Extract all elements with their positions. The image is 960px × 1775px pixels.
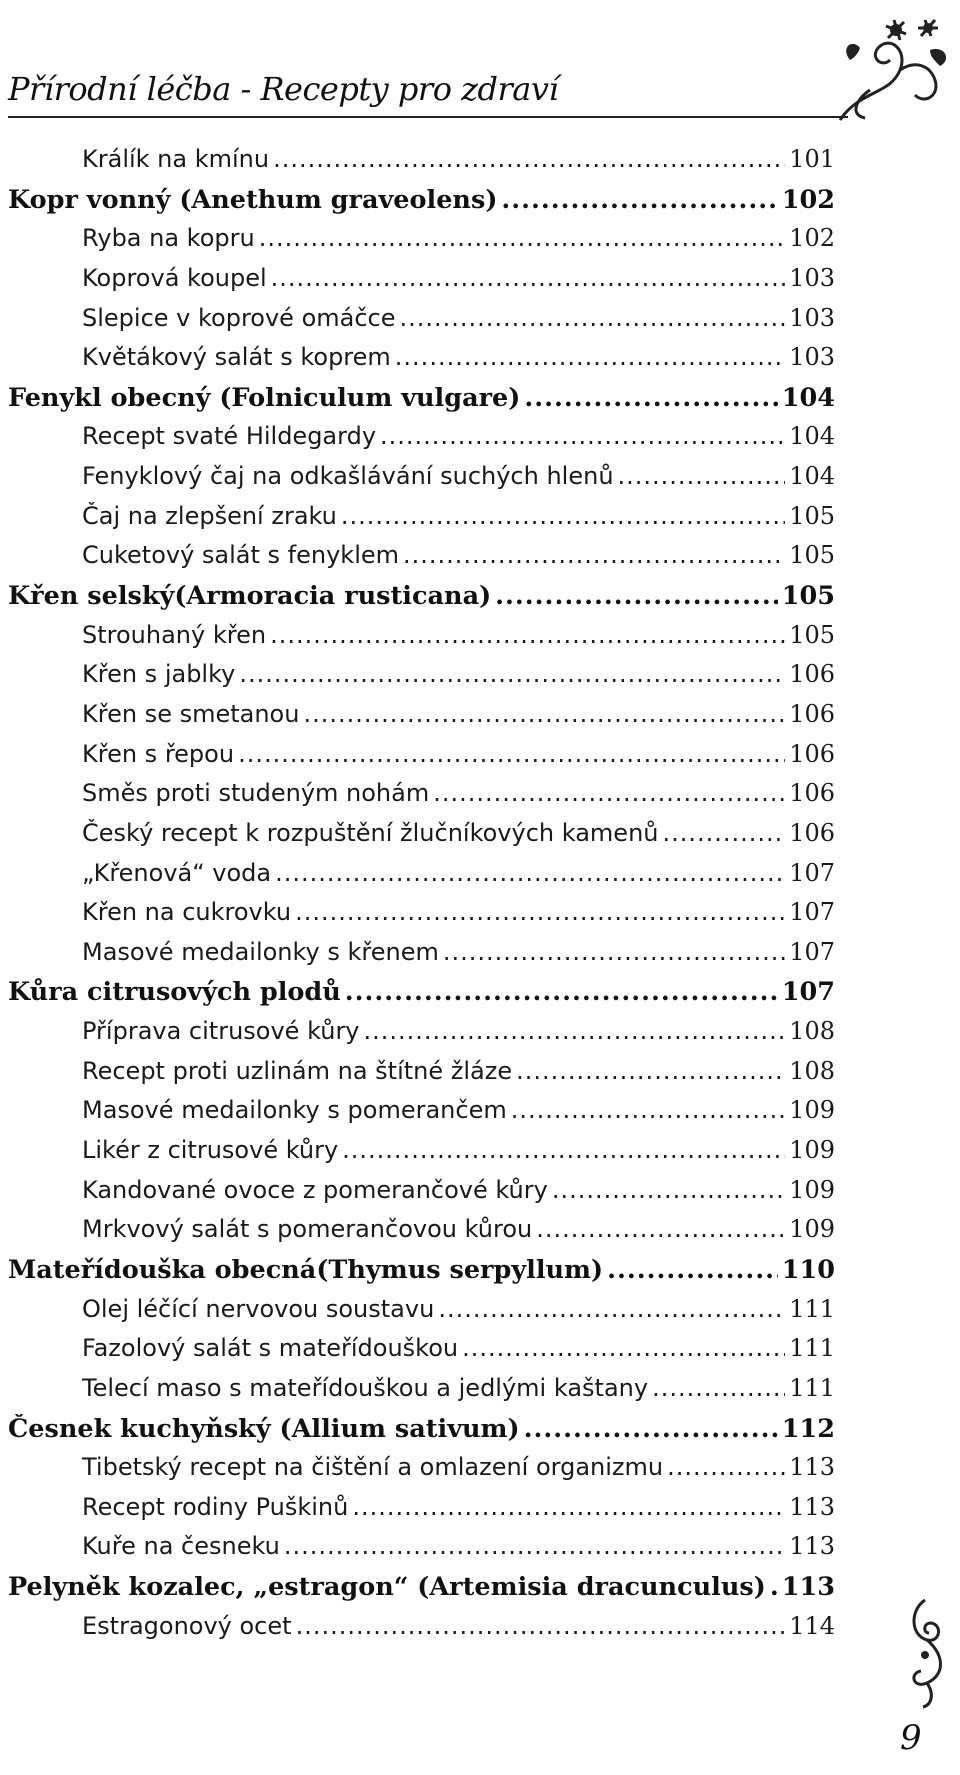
toc-dot-leader [438,1295,785,1323]
toc-dot-leader [618,462,786,490]
toc-recipe-entry [8,422,835,462]
toc-entry-page: 110 [781,1254,835,1285]
toc-entry-title: Pelyněk kozalec, „estragon“ (Artemisia dracunculus) [8,1572,766,1603]
toc-entry-page: 106 [789,660,835,689]
toc-entry-page: 107 [789,858,835,887]
toc-entry-title: Kandované ovoce z pomerančové kůry [82,1175,548,1204]
toc-recipe-entry [8,502,835,542]
toc-recipe-entry [8,1295,835,1335]
toc-entry-title: Kopr vonný (Anethum graveolens) [8,184,498,215]
toc-recipe-entry [8,264,835,304]
toc-entry-title: Směs proti studeným nohám [82,779,430,808]
toc-entry-title: Český recept k rozpuštění žlučníkových kamenů [82,818,659,847]
toc-entry-title: Olej léčící nervovou soustavu [82,1294,435,1323]
toc-recipe-entry [8,224,835,264]
toc-dot-leader [284,1532,785,1560]
toc-entry-page: 113 [789,1453,835,1482]
toc-recipe-entry [8,1017,835,1057]
toc-recipe-entry [8,898,835,938]
toc-recipe-entry [8,1057,835,1097]
page-header-title: Přírodní léčba - Recepty pro zdraví [8,70,559,108]
toc-entry-title: Čaj na zlepšení zraku [82,501,337,530]
toc-recipe-entry [8,462,835,502]
toc-entry-title: Křen selský(Armoracia rusticana) [8,581,492,612]
toc-entry-page: 111 [789,1294,835,1323]
toc-dot-leader [303,700,785,728]
toc-dot-leader [511,1096,785,1124]
toc-dot-leader [341,502,785,530]
toc-recipe-entry [8,1176,835,1216]
toc-dot-leader [239,660,785,688]
toc-entry-title: Masové medailonky s pomerančem [82,1096,507,1125]
toc-chapter-entry [8,185,835,225]
toc-chapter-entry [8,977,835,1017]
toc-entry-title: Telecí maso s mateřídouškou a jedlými kaštany [82,1373,649,1402]
toc-entry-page: 108 [789,1056,835,1085]
toc-dot-leader [433,779,785,807]
toc-entry-title: Slepice v koprové omáčce [82,303,396,332]
toc-entry-page: 112 [781,1413,835,1444]
toc-entry-page: 102 [781,184,835,215]
toc-entry-page: 104 [789,462,835,491]
toc-entry-title: Křen na cukrovku [82,898,292,927]
toc-entry-page: 106 [789,818,835,847]
toc-chapter-entry [8,383,835,423]
toc-recipe-entry [8,1612,835,1652]
toc-dot-leader [345,977,778,1007]
toc-entry-title: Květákový salát s koprem [82,343,391,372]
toc-dot-leader [380,422,785,450]
toc-recipe-entry [8,304,835,344]
toc-recipe-entry [8,938,835,978]
toc-dot-leader [443,938,785,966]
toc-entry-page: 103 [789,343,835,372]
toc-dot-leader [270,621,785,649]
toc-entry-page: 103 [789,263,835,292]
toc-entry-title: Fenyklový čaj na odkašlávání suchých hlenů [82,462,614,491]
header-divider [8,116,848,118]
toc-dot-leader [524,1414,778,1444]
toc-entry-title: Kůra citrusových plodů [8,977,341,1008]
toc-entry-title: Ryba na kopru [82,224,255,253]
toc-recipe-entry [8,700,835,740]
toc-recipe-entry [8,1493,835,1533]
toc-recipe-entry [8,779,835,819]
toc-dot-leader [607,1255,778,1285]
toc-recipe-entry [8,1374,835,1414]
toc-entry-page: 105 [789,620,835,649]
toc-dot-leader [524,383,777,413]
toc-entry-page: 114 [789,1611,835,1640]
toc-dot-leader [501,185,777,215]
toc-dot-leader [259,224,785,252]
toc-entry-page: 107 [789,898,835,927]
toc-entry-title: Masové medailonky s křenem [82,937,439,966]
toc-entry-title: Fazolový salát s mateřídouškou [82,1334,459,1363]
toc-entry-title: Fenykl obecný (Folniculum vulgare) [8,382,521,413]
toc-dot-leader [273,145,785,173]
toc-dot-leader [536,1215,785,1243]
toc-recipe-entry [8,1334,835,1374]
toc-entry-title: Česnek kuchyňský (Allium sativum) [8,1413,520,1444]
toc-dot-leader [652,1374,785,1402]
toc-entry-page: 107 [781,977,835,1008]
toc-recipe-entry [8,1215,835,1255]
table-of-contents [8,145,835,1651]
toc-entry-title: Recept proti uzlinám na štítné žláze [82,1056,513,1085]
toc-entry-title: Recept rodiny Puškinů [82,1492,349,1521]
toc-dot-leader [342,1136,785,1164]
toc-entry-title: „Křenová“ voda [82,858,272,887]
toc-entry-title: Příprava citrusové kůry [82,1017,360,1046]
toc-entry-title: Křen s jablky [82,660,236,689]
toc-entry-title: Likér z citrusové kůry [82,1136,339,1165]
toc-entry-title: Mrkvový salát s pomerančovou kůrou [82,1215,533,1244]
toc-recipe-entry [8,145,835,185]
toc-recipe-entry [8,740,835,780]
toc-entry-page: 102 [789,224,835,253]
toc-entry-page: 111 [789,1373,835,1402]
toc-entry-page: 104 [789,422,835,451]
toc-recipe-entry [8,1096,835,1136]
toc-entry-title: Křen s řepou [82,739,235,768]
floral-ornament-icon [830,0,958,128]
toc-dot-leader [663,819,786,847]
toc-entry-page: 109 [789,1215,835,1244]
toc-dot-leader [271,264,786,292]
toc-entry-page: 106 [789,779,835,808]
toc-dot-leader [403,541,785,569]
toc-entry-title: Strouhaný křen [82,620,267,649]
toc-entry-page: 111 [789,1334,835,1363]
toc-entry-title: Křen se smetanou [82,699,300,728]
toc-chapter-entry [8,1414,835,1454]
toc-dot-leader [770,1572,778,1602]
toc-entry-title: Estragonový ocet [82,1611,292,1640]
toc-entry-page: 109 [789,1175,835,1204]
toc-dot-leader [400,304,786,332]
toc-entry-page: 103 [789,303,835,332]
toc-entry-page: 106 [789,699,835,728]
toc-entry-page: 104 [781,382,835,413]
toc-entry-page: 113 [781,1572,835,1603]
toc-chapter-entry [8,1572,835,1612]
toc-dot-leader [395,343,785,371]
toc-dot-leader [296,1612,786,1640]
toc-entry-page: 113 [789,1492,835,1521]
toc-entry-page: 105 [789,541,835,570]
toc-entry-title: Cuketový salát s fenyklem [82,541,400,570]
toc-dot-leader [667,1453,785,1481]
toc-entry-title: Tibetský recept na čištění a omlazení organizmu [82,1453,664,1482]
toc-dot-leader [238,740,785,768]
toc-dot-leader [495,581,778,611]
toc-dot-leader [275,859,785,887]
toc-entry-page: 109 [789,1136,835,1165]
toc-entry-page: 105 [789,501,835,530]
toc-dot-leader [352,1493,785,1521]
toc-entry-page: 101 [789,145,835,173]
toc-recipe-entry [8,1532,835,1572]
toc-entry-page: 106 [789,739,835,768]
toc-dot-leader [516,1057,785,1085]
toc-dot-leader [462,1334,785,1362]
toc-entry-title: Recept svaté Hildegardy [82,422,377,451]
toc-recipe-entry [8,621,835,661]
toc-dot-leader [295,898,785,926]
toc-entry-title: Koprová koupel [82,263,267,292]
toc-recipe-entry [8,1136,835,1176]
toc-entry-page: 108 [789,1017,835,1046]
toc-entry-page: 107 [789,937,835,966]
toc-chapter-entry [8,1255,835,1295]
toc-dot-leader [364,1017,786,1045]
toc-entry-title: Králík na kmínu [82,145,270,173]
toc-recipe-entry [8,859,835,899]
toc-recipe-entry [8,660,835,700]
page-number: 9 [900,1718,922,1758]
toc-entry-page: 105 [781,581,835,612]
toc-recipe-entry [8,819,835,859]
toc-entry-page: 109 [789,1096,835,1125]
toc-entry-title: Kuře na česneku [82,1532,280,1561]
toc-recipe-entry [8,1453,835,1493]
toc-recipe-entry [8,541,835,581]
toc-entry-page: 113 [789,1532,835,1561]
toc-chapter-entry [8,581,835,621]
toc-dot-leader [552,1176,785,1204]
toc-entry-title: Mateřídouška obecná(Thymus serpyllum) [8,1254,604,1285]
toc-recipe-entry [8,343,835,383]
